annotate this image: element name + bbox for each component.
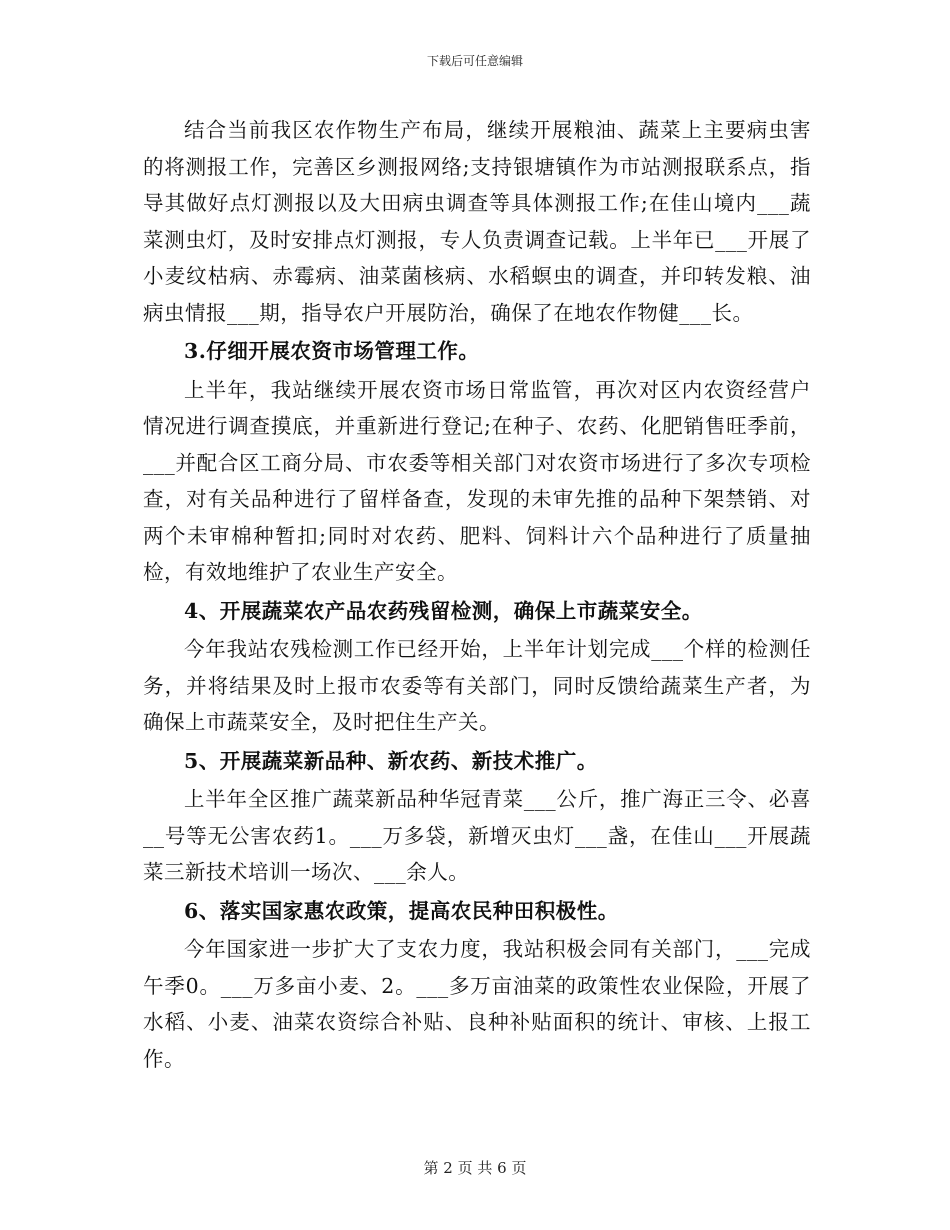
paragraph-pest-monitoring: 结合当前我区农作物生产布局，继续开展粮油、蔬菜上主要病虫害的将测报工作，完善区乡测报网络;支持银塘镇作为市站测报联系点，指导其做好点灯测报以及大田病虫调查等具体测报工作;在佳山境内___蔬菜测虫灯，及时安排点灯测报，专人负责调查记载。上半年已___开展了小麦纹枯病、赤霉病、油菜菌核病、水稻螟虫的调查，并印转发粮、油病虫情报___期，指导农户开展防治，确保了在地农作物健___长。	[143, 118, 811, 325]
paragraph-policy: 今年国家进一步扩大了支农力度，我站积极会同有关部门，___完成午季0。___万多亩小麦、2。___多万亩油菜的政策性农业保险，开展了水稻、小麦、油菜农资综合补贴、良种补贴面积的统计、审核、上报工作。	[143, 937, 811, 1071]
paragraph-pesticide-residue: 今年我站农残检测工作已经开始，上半年计划完成___个样的检测任务，并将结果及时上报市农委等有关部门，同时反馈给蔬菜生产者，为确保上市蔬菜安全，及时把住生产关。	[143, 637, 811, 734]
paragraph-market-management: 上半年，我站继续开展农资市场日常监管，再次对区内农资经营户情况进行调查摸底，并重新进行登记;在种子、农药、化肥销售旺季前，___并配合区工商分局、市农委等相关部门对农资市场进行了多次专项检查，对有关品种进行了留样备查，发现的未审先推的品种下架禁销、对两个未审棉种暂扣;同时对农药、肥料、饲料计六个品种进行了质量抽检，有效地维护了农业生产安全。	[143, 377, 811, 584]
document-body	[143, 112, 811, 1077]
heading-policy: 6、落实国家惠农政策，提高农民种田积极性。	[184, 898, 619, 923]
heading-market-management: 3.仔细开展农资市场管理工作。	[184, 339, 480, 363]
paragraph-new-varieties: 上半年全区推广蔬菜新品种华冠青菜___公斤，推广海正三令、必喜__号等无公害农药1。___万多袋，新增灭虫灯___盏，在佳山___开展蔬菜三新技术培训一场次、___余人。	[143, 787, 811, 884]
page-header: 下载后可任意编辑	[426, 54, 523, 68]
heading-pesticide-residue: 4、开展蔬菜农产品农药残留检测，确保上市蔬菜安全。	[184, 598, 703, 623]
page-number: 第 2 页 共 6 页	[423, 1159, 527, 1177]
heading-new-varieties: 5、开展蔬菜新品种、新农药、新技术推广。	[184, 748, 598, 773]
